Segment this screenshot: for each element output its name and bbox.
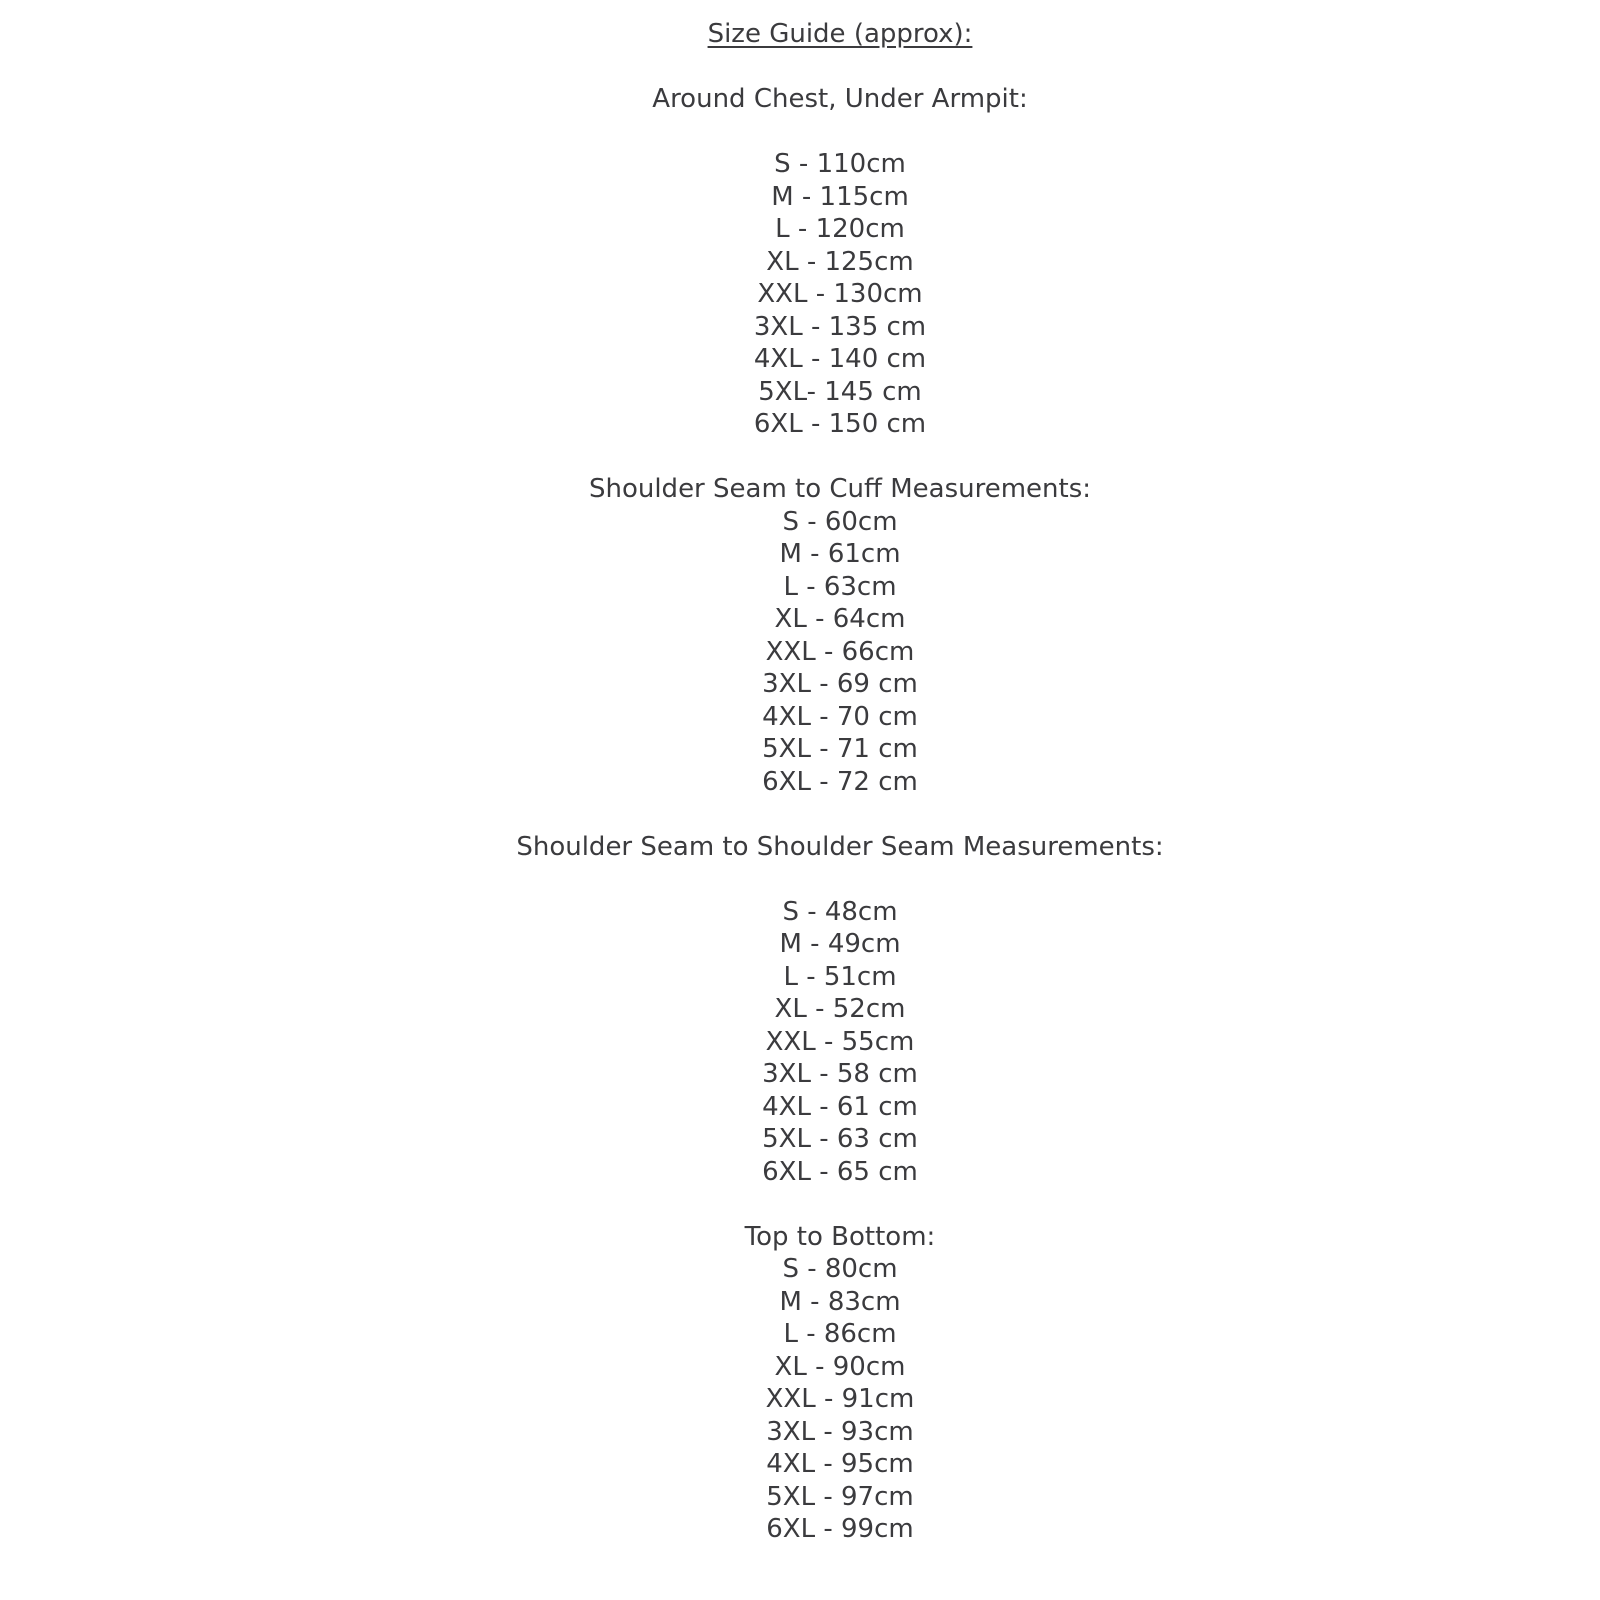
- size-row: M - 83cm: [779, 1286, 901, 1317]
- size-row: 5XL- 145 cm: [758, 376, 922, 407]
- size-row: L - 120cm: [775, 214, 905, 244]
- section-heading: Shoulder Seam to Cuff Measurements:: [588, 474, 1092, 504]
- size-row: 6XL - 65 cm: [762, 1156, 918, 1187]
- size-row: L - 51cm: [783, 961, 897, 992]
- size-row: XXL - 66cm: [765, 636, 915, 667]
- size-row: 5XL - 97cm: [766, 1481, 914, 1512]
- size-rows: [80, 1253, 1600, 1546]
- size-section: [80, 1221, 1600, 1546]
- size-row: 4XL - 70 cm: [762, 701, 918, 732]
- size-row: 6XL - 72 cm: [762, 766, 918, 797]
- size-row: XL - 64cm: [774, 604, 906, 634]
- size-rows: [80, 896, 1600, 1189]
- section-heading: Around Chest, Under Armpit:: [652, 84, 1028, 114]
- size-row: L - 86cm: [783, 1319, 897, 1349]
- size-row: L - 63cm: [783, 571, 897, 602]
- size-row: M - 49cm: [779, 929, 901, 959]
- size-row: 3XL - 69 cm: [762, 669, 918, 699]
- size-row: XXL - 91cm: [765, 1384, 915, 1414]
- size-row: XXL - 130cm: [757, 279, 923, 309]
- size-section: [80, 473, 1600, 798]
- size-row: 4XL - 95cm: [766, 1449, 914, 1479]
- size-row: S - 60cm: [782, 506, 898, 537]
- size-row: 4XL - 61 cm: [762, 1091, 918, 1122]
- size-section: [80, 83, 1600, 441]
- size-row: XL - 52cm: [774, 994, 906, 1024]
- size-row: 4XL - 140 cm: [753, 344, 927, 374]
- size-row: 5XL - 63 cm: [762, 1124, 918, 1154]
- size-row: 3XL - 58 cm: [762, 1059, 918, 1089]
- size-row: XL - 90cm: [774, 1351, 906, 1382]
- size-row: 6XL - 99cm: [766, 1514, 914, 1544]
- page-title: Size Guide (approx):: [707, 19, 973, 49]
- size-row: 5XL - 71 cm: [762, 734, 918, 764]
- size-row: 3XL - 135 cm: [753, 311, 927, 342]
- section-heading: Shoulder Seam to Shoulder Seam Measurements:: [516, 831, 1164, 862]
- size-rows: [80, 148, 1600, 441]
- size-rows: [80, 506, 1600, 799]
- size-row: XXL - 55cm: [765, 1026, 915, 1057]
- size-row: M - 115cm: [771, 181, 909, 212]
- size-row: 6XL - 150 cm: [753, 409, 927, 439]
- sections: [80, 83, 1600, 1546]
- size-row: M - 61cm: [779, 539, 901, 569]
- size-row: S - 110cm: [774, 149, 906, 179]
- size-row: XL - 125cm: [766, 246, 914, 277]
- section-heading: Top to Bottom:: [744, 1221, 936, 1252]
- size-row: 3XL - 93cm: [766, 1416, 914, 1447]
- size-section: [80, 831, 1600, 1189]
- size-row: S - 80cm: [782, 1254, 898, 1284]
- size-row: S - 48cm: [782, 896, 898, 927]
